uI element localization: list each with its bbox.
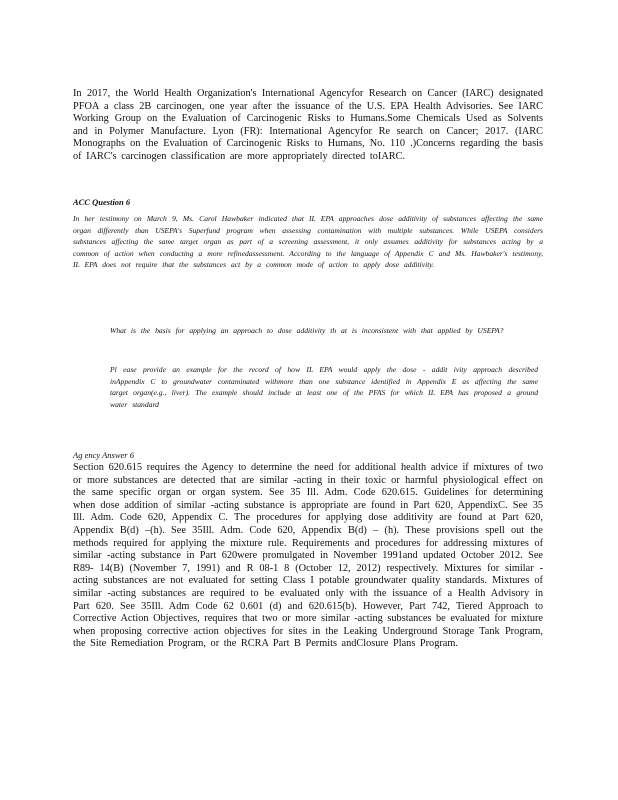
answer-body: Section 620.615 requires the Agency to determine the need for additional health advice if mixtures of two or more substances are detected that are similar -acting in their toxic or harmful physiological effect on the same specific organ or organ system. See 35 Ill. Adm. Code 620.615. Guidelines for determining when dose addition of similar -acting substance is appropriate are found in Part 620, AppendixC. See 35 Ill. Adm. Code 620, Appendix C. The procedures for applying dose additivity are found at Part 620, Appendix B(d) –(h). See 35Ill. Adm. Code 620, Appendix B(d) – (h). These provisions spell out the methods required for applying the mixture rule. Requirements and procedures for addressing mixtures of similar -acting substance in Part 620were promulgated in November 1991and updated October 2012. See R89- 14(B) (November 7, 1991) and R 08-1 8 (October 12, 2012) respectively. Mixtures for similar -acting substances are not evaluated for setting Class I potable groundwater quality standards. Mixtures of similar -acting substances are required to be evaluated only with the issuance of a Health Advisory in Part 620. See 35Ill. Adm Code 62 0.601 (d) and 620.615(b). However, Part 742, Tiered Approach to Corrective Action Objectives, requires that two or more similar -acting substances be evaluated for mixture when proposing corrective action objectives for sites in the Leaking Underground Storage Tank Program, the Site Remediation Program, or the RCRA Part B Permits andClosure Plans Program. (73, 462, 543, 650)
intro-paragraph: In 2017, the World Health Organization's International Agencyfor Research on Cancer (IARC) designated PFOA a class 2B carcinogen, one year after the issuance of the U.S. EPA Health Advisories. See IARC Working Group on the Evaluation of Carcinogenic Risks to Humans.Some Chemicals Used as Solvents and in Polymer Manufacture. Lyon (FR): International Agencyfor Re search on Cancer; 2017. (IARC Monographs on the Evaluation of Carcinogenic Risks to Humans, No. 110 .)Concerns regarding the basis of IARC's carcinogen classification are more appropriately directed toIARC. (73, 88, 543, 162)
question-subpart-2: Pl ease provide an example for the record of how IL EPA would apply the dose - addit ivity approach described inAppendix C to groundwater contaminated withmore than one substance identified in Appendix E as affecting the same target organ(e.g., liver). The example should include at least one of the PFAS for which IL EPA has proposed a ground water standard (110, 365, 538, 409)
question-body: In her testimony on March 9, Ms. Carol Hawbaker indicated that IL EPA approaches dose additivity of substances affecting the same organ differently than USEPA's Superfund program when assessing contamination with multiple substances. While USEPA considers substances affecting the same target organ as part of a screening assessment, it only assumes additivity for substances acting by a common of action when conducting a more refinedassessment. According to the language of Appendix C and Ms. Hawbaker's testimony, IL EPA does not require that the substances act by a common mode of action to apply dose additivity. (73, 214, 543, 269)
question-heading: ACC Question 6 (73, 197, 131, 207)
answer-heading: Ag ency Answer 6 (73, 450, 134, 460)
question-subpart-1: What is the basis for applying an approach to dose additivity th at is inconsistent with that applied by USEPA? (110, 326, 504, 335)
